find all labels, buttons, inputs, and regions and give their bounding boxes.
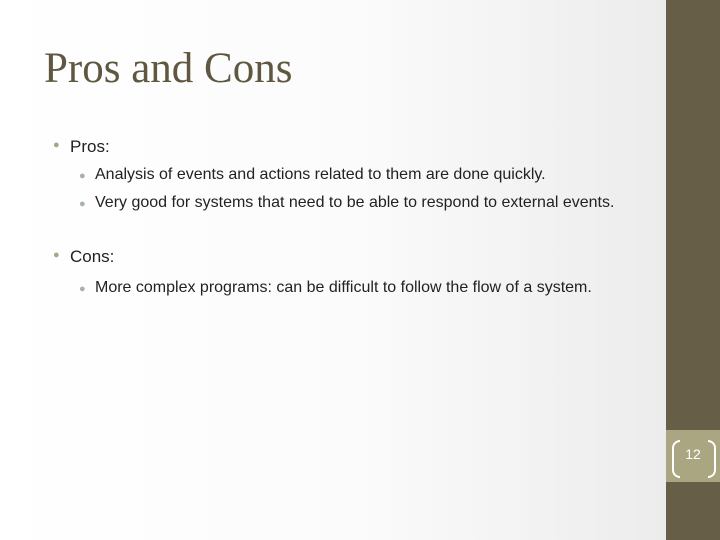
page-number-box: [666, 430, 720, 482]
item-text: Analysis of events and actions related to them are done quickly.: [95, 166, 546, 183]
bullet-icon: ●: [79, 170, 86, 182]
list-item: [79, 165, 655, 185]
list-item: [79, 278, 620, 298]
bullet-icon: ●: [53, 139, 60, 151]
slide-title: Pros and Cons: [44, 45, 293, 92]
bullet-cons: [53, 247, 115, 267]
item-text: More complex programs: can be difficult to follow the flow of a system.: [95, 279, 592, 296]
bullet-icon: ●: [79, 198, 86, 210]
page-number: 12: [685, 446, 701, 462]
bullet-icon: ●: [53, 249, 60, 261]
list-item: [79, 193, 640, 213]
pros-heading: Pros:: [70, 137, 110, 156]
cons-heading: Cons:: [70, 247, 115, 266]
item-text: Very good for systems that need to be able to respond to external events.: [95, 194, 615, 211]
right-bracket-icon: [708, 440, 716, 478]
bullet-pros: [53, 137, 110, 157]
bullet-icon: ●: [79, 283, 86, 295]
